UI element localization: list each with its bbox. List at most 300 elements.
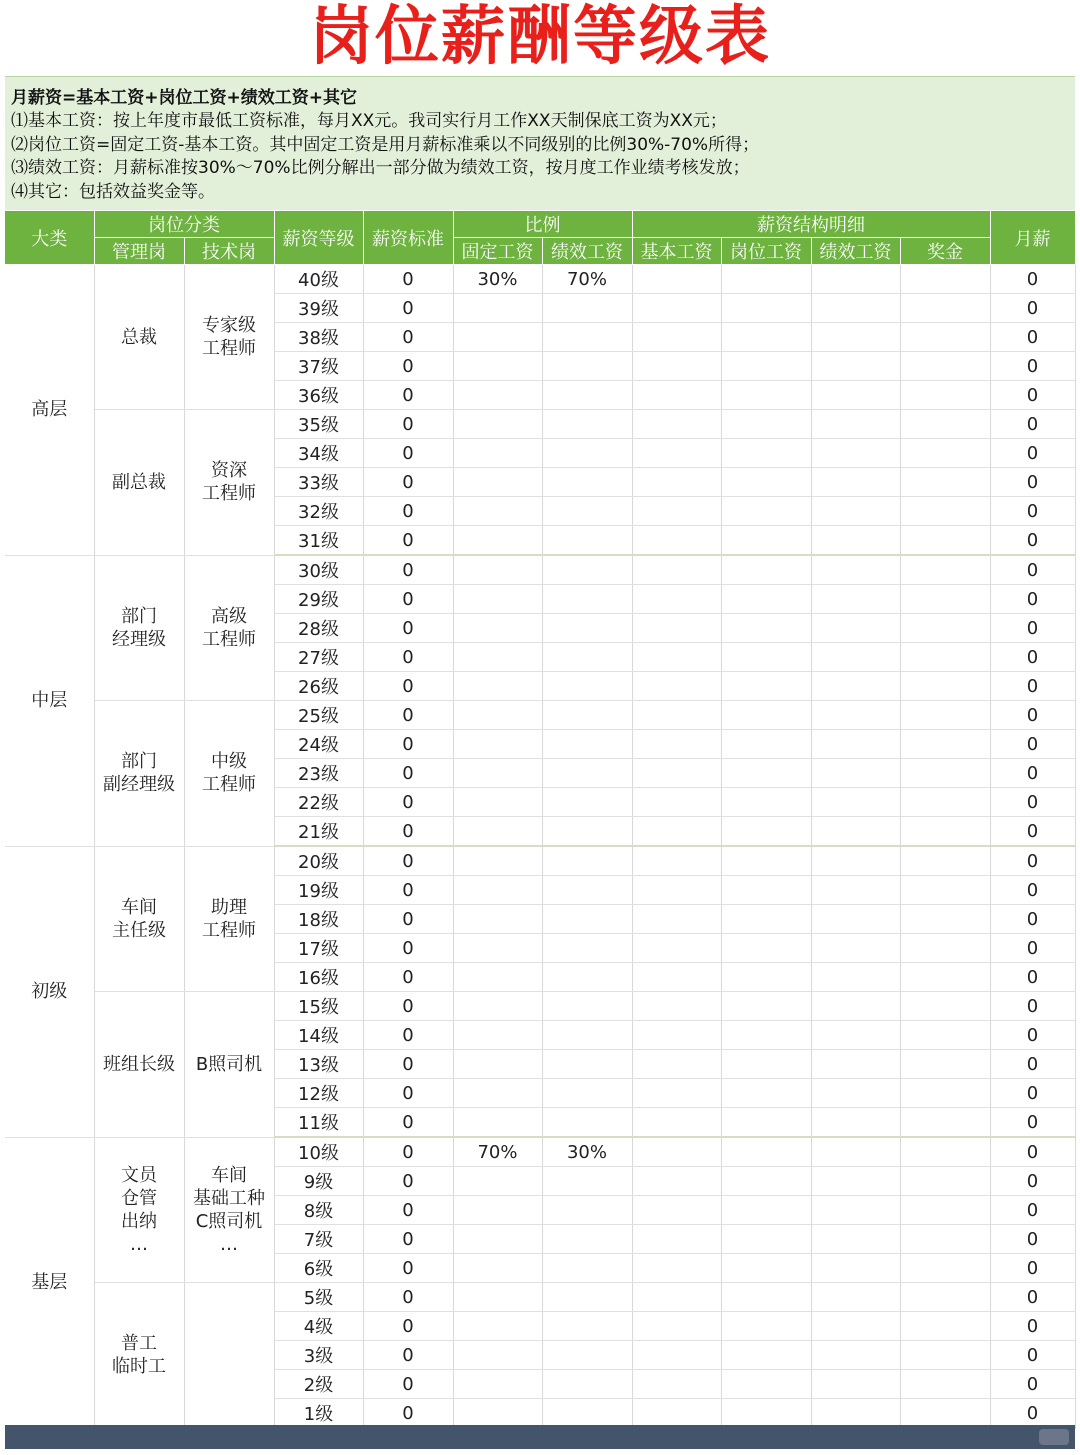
category-cell: 高层 [5,265,94,556]
bonus-cell [900,497,990,526]
performance-pay-cell [811,701,900,730]
bonus-cell [900,585,990,614]
category-cell: 基层 [5,1137,94,1428]
standard-cell: 0 [363,555,453,585]
monthly-salary-cell: 0 [990,1254,1075,1283]
bonus-cell [900,1079,990,1108]
header-structure: 薪资结构明细 [632,211,990,238]
post-pay-cell [721,1196,811,1225]
standard-cell: 0 [363,614,453,643]
fixed-ratio-cell [453,730,542,759]
performance-pay-cell [811,759,900,788]
standard-cell: 0 [363,759,453,788]
performance-ratio-cell [542,730,632,759]
grade-cell: 21级 [274,817,363,847]
fixed-ratio-cell [453,759,542,788]
salary-formula: 月薪资=基本工资+岗位工资+绩效工资+其它 [11,88,357,108]
grade-cell: 2级 [274,1370,363,1399]
fixed-ratio-cell [453,963,542,992]
grade-cell: 17级 [274,934,363,963]
monthly-salary-cell: 0 [990,876,1075,905]
basic-pay-cell [632,759,721,788]
performance-pay-cell [811,1225,900,1254]
post-pay-cell [721,934,811,963]
fixed-ratio-cell [453,672,542,701]
monthly-salary-cell: 0 [990,1399,1075,1429]
performance-ratio-cell [542,410,632,439]
management-position-cell: 车间 主任级 [94,846,184,992]
header-position-group: 岗位分类 [94,211,274,238]
monthly-salary-cell: 0 [990,672,1075,701]
basic-pay-cell [632,468,721,497]
performance-ratio-cell [542,1312,632,1341]
post-pay-cell [721,1167,811,1196]
note-item: ⑷其它：包括效益奖金等。 [11,181,215,202]
header-perf-pay: 绩效工资 [811,238,900,265]
header-management: 管理岗 [94,238,184,265]
fixed-ratio-cell [453,1050,542,1079]
grade-cell: 19级 [274,876,363,905]
bonus-cell [900,963,990,992]
performance-ratio-cell [542,934,632,963]
performance-pay-cell [811,439,900,468]
post-pay-cell [721,323,811,352]
performance-ratio-cell [542,992,632,1021]
post-pay-cell [721,876,811,905]
post-pay-cell [721,1399,811,1429]
standard-cell: 0 [363,352,453,381]
standard-cell: 0 [363,1137,453,1167]
fixed-ratio-cell [453,1254,542,1283]
post-pay-cell [721,497,811,526]
header-technical: 技术岗 [184,238,274,265]
basic-pay-cell [632,1108,721,1138]
note-item: ⑵岗位工资=固定工资-基本工资。其中固定工资是用月薪标准乘以不同级别的比例30%-70%所得； [11,134,760,155]
fixed-ratio-cell [453,352,542,381]
standard-cell: 0 [363,1370,453,1399]
technical-position-cell: B照司机 [184,992,274,1138]
technical-position-cell [184,1283,274,1429]
performance-pay-cell [811,265,900,294]
technical-position-cell: 车间 基础工种 C照司机 … [184,1137,274,1283]
technical-position-cell: 高级 工程师 [184,555,274,701]
grade-cell: 16级 [274,963,363,992]
monthly-salary-cell: 0 [990,468,1075,497]
performance-pay-cell [811,323,900,352]
bonus-cell [900,410,990,439]
standard-cell: 0 [363,585,453,614]
grade-cell: 8级 [274,1196,363,1225]
performance-ratio-cell [542,1341,632,1370]
table-row [5,555,1075,585]
management-position-cell: 文员 仓管 出纳 … [94,1137,184,1283]
post-pay-cell [721,1021,811,1050]
post-pay-cell [721,265,811,294]
fixed-ratio-cell [453,788,542,817]
grade-cell: 7级 [274,1225,363,1254]
performance-ratio-cell [542,1196,632,1225]
category-cell: 中层 [5,555,94,846]
standard-cell: 0 [363,1021,453,1050]
fixed-ratio-cell [453,381,542,410]
standard-cell: 0 [363,1341,453,1370]
post-pay-cell [721,788,811,817]
performance-pay-cell [811,1341,900,1370]
performance-ratio-cell [542,963,632,992]
monthly-salary-cell: 0 [990,1137,1075,1167]
technical-position-cell: 中级 工程师 [184,701,274,847]
monthly-salary-cell: 0 [990,323,1075,352]
note-item: ⑴基本工资：按上年度市最低工资标准，每月XX元。我司实行月工作XX天制保底工资为XX元； [11,111,727,132]
header-standard: 薪资标准 [363,211,453,265]
performance-pay-cell [811,410,900,439]
grade-cell: 29级 [274,585,363,614]
bonus-cell [900,265,990,294]
monthly-salary-cell: 0 [990,759,1075,788]
performance-ratio-cell [542,672,632,701]
performance-ratio-cell [542,497,632,526]
monthly-salary-cell: 0 [990,643,1075,672]
standard-cell: 0 [363,1167,453,1196]
basic-pay-cell [632,1312,721,1341]
bonus-cell [900,526,990,556]
bonus-cell [900,730,990,759]
basic-pay-cell [632,294,721,323]
bonus-cell [900,905,990,934]
basic-pay-cell [632,1079,721,1108]
basic-pay-cell [632,876,721,905]
post-pay-cell [721,730,811,759]
header-post: 岗位工资 [721,238,811,265]
fixed-ratio-cell [453,555,542,585]
fixed-ratio-cell [453,1196,542,1225]
standard-cell: 0 [363,817,453,847]
post-pay-cell [721,294,811,323]
bonus-cell [900,1137,990,1167]
technical-position-cell: 资深 工程师 [184,410,274,556]
fixed-ratio-cell [453,1370,542,1399]
standard-cell: 0 [363,963,453,992]
bonus-cell [900,1196,990,1225]
grade-cell: 3级 [274,1341,363,1370]
grade-cell: 5级 [274,1283,363,1312]
bonus-cell [900,817,990,847]
monthly-salary-cell: 0 [990,730,1075,759]
performance-ratio-cell [542,555,632,585]
performance-pay-cell [811,585,900,614]
monthly-salary-cell: 0 [990,1312,1075,1341]
performance-ratio-cell [542,1050,632,1079]
performance-ratio-cell [542,614,632,643]
performance-pay-cell [811,614,900,643]
standard-cell: 0 [363,701,453,730]
performance-ratio-cell [542,643,632,672]
performance-ratio-cell [542,788,632,817]
fixed-ratio-cell [453,1399,542,1429]
fixed-ratio-cell [453,876,542,905]
basic-pay-cell [632,1225,721,1254]
salary-grade-table [5,211,1076,1429]
performance-pay-cell [811,1021,900,1050]
table-body [5,265,1075,1429]
bonus-cell [900,788,990,817]
fixed-ratio-cell [453,410,542,439]
basic-pay-cell [632,788,721,817]
fixed-ratio-cell [453,1167,542,1196]
fixed-ratio-cell [453,1341,542,1370]
monthly-salary-cell: 0 [990,788,1075,817]
performance-ratio-cell [542,905,632,934]
basic-pay-cell [632,905,721,934]
basic-pay-cell [632,265,721,294]
standard-cell: 0 [363,323,453,352]
standard-cell: 0 [363,934,453,963]
standard-cell: 0 [363,846,453,876]
fixed-ratio-cell [453,585,542,614]
bonus-cell [900,1283,990,1312]
table-row [5,846,1075,876]
performance-ratio-cell [542,1079,632,1108]
fixed-ratio-cell: 70% [453,1137,542,1167]
performance-ratio-cell [542,701,632,730]
performance-ratio-cell: 70% [542,265,632,294]
basic-pay-cell [632,1167,721,1196]
post-pay-cell [721,1137,811,1167]
bonus-cell [900,1108,990,1138]
performance-ratio-cell [542,1225,632,1254]
management-position-cell: 班组长级 [94,992,184,1138]
performance-pay-cell [811,934,900,963]
basic-pay-cell [632,410,721,439]
post-pay-cell [721,585,811,614]
standard-cell: 0 [363,1399,453,1429]
grade-cell: 31级 [274,526,363,556]
basic-pay-cell [632,643,721,672]
management-position-cell: 副总裁 [94,410,184,556]
footer-bar [5,1425,1075,1449]
post-pay-cell [721,846,811,876]
monthly-salary-cell: 0 [990,1079,1075,1108]
bonus-cell [900,1021,990,1050]
standard-cell: 0 [363,1050,453,1079]
post-pay-cell [721,817,811,847]
fixed-ratio-cell [453,846,542,876]
fixed-ratio-cell [453,323,542,352]
basic-pay-cell [632,1196,721,1225]
page-title: 岗位薪酬等级表 [309,0,771,74]
bonus-cell [900,323,990,352]
standard-cell: 0 [363,265,453,294]
fixed-ratio-cell [453,614,542,643]
performance-pay-cell [811,905,900,934]
monthly-salary-cell: 0 [990,1108,1075,1138]
header-ratio: 比例 [453,211,632,238]
header-monthly: 月薪 [990,211,1075,265]
basic-pay-cell [632,701,721,730]
post-pay-cell [721,1225,811,1254]
standard-cell: 0 [363,730,453,759]
fixed-ratio-cell [453,905,542,934]
post-pay-cell [721,1370,811,1399]
bonus-cell [900,1254,990,1283]
basic-pay-cell [632,934,721,963]
bonus-cell [900,1341,990,1370]
bonus-cell [900,439,990,468]
fixed-ratio-cell [453,934,542,963]
bonus-cell [900,643,990,672]
performance-ratio-cell [542,526,632,556]
basic-pay-cell [632,323,721,352]
grade-cell: 24级 [274,730,363,759]
performance-ratio-cell: 30% [542,1137,632,1167]
performance-pay-cell [811,352,900,381]
grade-cell: 1级 [274,1399,363,1429]
basic-pay-cell [632,614,721,643]
performance-pay-cell [811,294,900,323]
performance-ratio-cell [542,585,632,614]
performance-ratio-cell [542,323,632,352]
standard-cell: 0 [363,1312,453,1341]
standard-cell: 0 [363,410,453,439]
performance-pay-cell [811,788,900,817]
monthly-salary-cell: 0 [990,963,1075,992]
technical-position-cell: 专家级 工程师 [184,265,274,410]
performance-pay-cell [811,381,900,410]
performance-pay-cell [811,817,900,847]
management-position-cell: 部门 经理级 [94,555,184,701]
fixed-ratio-cell [453,497,542,526]
performance-ratio-cell [542,817,632,847]
grade-cell: 32级 [274,497,363,526]
fixed-ratio-cell [453,701,542,730]
monthly-salary-cell: 0 [990,701,1075,730]
performance-pay-cell [811,468,900,497]
grade-cell: 39级 [274,294,363,323]
basic-pay-cell [632,817,721,847]
performance-ratio-cell [542,1283,632,1312]
grade-cell: 6级 [274,1254,363,1283]
standard-cell: 0 [363,876,453,905]
post-pay-cell [721,1341,811,1370]
table-row [5,701,1075,730]
grade-cell: 36级 [274,381,363,410]
bonus-cell [900,1225,990,1254]
grade-cell: 12级 [274,1079,363,1108]
bonus-cell [900,1370,990,1399]
standard-cell: 0 [363,381,453,410]
table-row [5,1137,1075,1167]
bonus-cell [900,1312,990,1341]
performance-pay-cell [811,1370,900,1399]
header-fixed: 固定工资 [453,238,542,265]
grade-cell: 26级 [274,672,363,701]
bonus-cell [900,352,990,381]
performance-ratio-cell [542,1167,632,1196]
monthly-salary-cell: 0 [990,905,1075,934]
post-pay-cell [721,1283,811,1312]
post-pay-cell [721,1079,811,1108]
grade-cell: 28级 [274,614,363,643]
bonus-cell [900,876,990,905]
post-pay-cell [721,352,811,381]
standard-cell: 0 [363,1283,453,1312]
bonus-cell [900,468,990,497]
standard-cell: 0 [363,497,453,526]
fixed-ratio-cell [453,1312,542,1341]
standard-cell: 0 [363,1079,453,1108]
grade-cell: 38级 [274,323,363,352]
monthly-salary-cell: 0 [990,265,1075,294]
performance-pay-cell [811,876,900,905]
grade-cell: 34级 [274,439,363,468]
monthly-salary-cell: 0 [990,381,1075,410]
performance-ratio-cell [542,1254,632,1283]
grade-cell: 13级 [274,1050,363,1079]
post-pay-cell [721,1312,811,1341]
monthly-salary-cell: 0 [990,497,1075,526]
post-pay-cell [721,381,811,410]
performance-pay-cell [811,992,900,1021]
basic-pay-cell [632,1399,721,1429]
monthly-salary-cell: 0 [990,934,1075,963]
watermark-badge [1039,1429,1069,1445]
bonus-cell [900,934,990,963]
basic-pay-cell [632,1254,721,1283]
performance-ratio-cell [542,759,632,788]
grade-cell: 33级 [274,468,363,497]
basic-pay-cell [632,1370,721,1399]
post-pay-cell [721,701,811,730]
standard-cell: 0 [363,1254,453,1283]
management-position-cell: 总裁 [94,265,184,410]
performance-pay-cell [811,526,900,556]
performance-pay-cell [811,1196,900,1225]
performance-ratio-cell [542,352,632,381]
bonus-cell [900,701,990,730]
performance-ratio-cell [542,1108,632,1138]
performance-pay-cell [811,963,900,992]
basic-pay-cell [632,439,721,468]
monthly-salary-cell: 0 [990,1225,1075,1254]
performance-ratio-cell [542,1021,632,1050]
basic-pay-cell [632,585,721,614]
fixed-ratio-cell: 30% [453,265,542,294]
post-pay-cell [721,1108,811,1138]
fixed-ratio-cell [453,817,542,847]
table-row [5,265,1075,294]
table-row [5,992,1075,1021]
header-basic: 基本工资 [632,238,721,265]
post-pay-cell [721,759,811,788]
header-performance: 绩效工资 [542,238,632,265]
post-pay-cell [721,992,811,1021]
fixed-ratio-cell [453,643,542,672]
basic-pay-cell [632,381,721,410]
salary-notes [5,76,1075,210]
note-item: ⑶绩效工资：月薪标准按30%～70%比例分解出一部分做为绩效工资，按月度工作业绩考核发放； [11,158,750,179]
standard-cell: 0 [363,905,453,934]
standard-cell: 0 [363,788,453,817]
basic-pay-cell [632,1341,721,1370]
bonus-cell [900,294,990,323]
performance-pay-cell [811,1137,900,1167]
performance-pay-cell [811,1079,900,1108]
bonus-cell [900,1399,990,1429]
grade-cell: 22级 [274,788,363,817]
post-pay-cell [721,1254,811,1283]
post-pay-cell [721,410,811,439]
performance-ratio-cell [542,439,632,468]
